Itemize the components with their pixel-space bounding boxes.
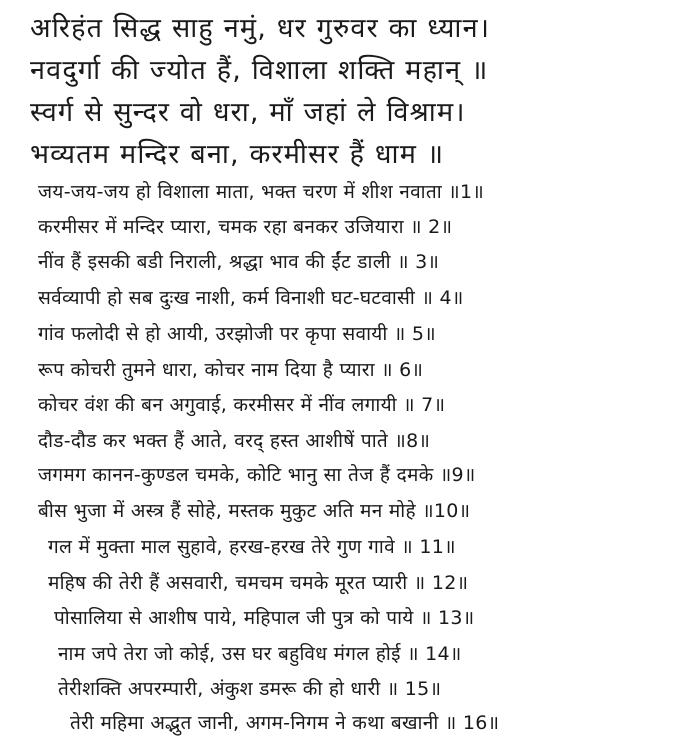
verse-14: नाम जपे तेरा जो कोई, उस घर बहुविध मंगल होई ॥ 14॥ (58, 643, 462, 665)
verse-4: सर्वव्यापी हो सब दुःख नाशी, कर्म विनाशी घट-घटवासी ॥ 4॥ (38, 287, 464, 309)
intro-line-1: अरिहंत सिद्ध साहु नमुं, धर गुरुवर का ध्यान। (30, 13, 491, 44)
intro-line-2: नवदुर्गा की ज्योत हैं, विशाला शक्ति महान् ॥ (30, 55, 489, 86)
verse-8: दौड-दौड कर भक्त हैं आते, वरद् हस्त आशीषें पाते ॥8॥ (38, 430, 431, 452)
verse-9: जगमग कानन-कुण्डल चमके, कोटि भानु सा तेज हैं दमके ॥9॥ (38, 464, 476, 486)
verse-7: कोचर वंश की बन अगुवाई, करमीसर में नींव लगायी ॥ 7॥ (38, 394, 446, 416)
intro-line-3: स्वर्ग से सुन्दर वो धरा, माँ जहां ले विश्राम। (30, 97, 466, 128)
verse-2: करमीसर में मन्दिर प्यारा, चमक रहा बनकर उजियारा ॥ 2॥ (38, 216, 453, 238)
verse-13: पोसालिया से आशीष पाये, महिपाल जी पुत्र को पाये ॥ 13॥ (54, 607, 475, 629)
verse-12: महिष की तेरी हैं असवारी, चमचम चमके मूरत प्यारी ॥ 12॥ (48, 572, 469, 594)
verse-15: तेरीशक्ति अपरम्पारी, अंकुश डमरू की हो धारी ॥ 15॥ (58, 678, 442, 700)
verse-16: तेरी महिमा अद्भुत जानी, अगम-निगम ने कथा बखानी ॥ 16॥ (70, 712, 500, 734)
verse-6: रूप कोचरी तुमने धारा, कोचर नाम दिया है प्यारा ॥ 6॥ (38, 359, 424, 381)
intro-line-4: भव्यतम मन्दिर बना, करमीसर हैं धाम ॥ (30, 139, 445, 170)
verse-10: बीस भुजा में अस्त्र हैं सोहे, मस्तक मुकुट अति मन मोहे ॥10॥ (38, 500, 471, 522)
verse-3: नींव हैं इसकी बडी निराली, श्रद्धा भाव की ईंट डाली ॥ 3॥ (38, 251, 440, 273)
verse-11: गल में मुक्ता माल सुहावे, हरख-हरख तेरे गुण गावे ॥ 11॥ (48, 536, 456, 558)
verse-5: गांव फलोदी से हो आयी, उरझोजी पर कृपा सवायी ॥ 5॥ (38, 323, 436, 345)
verse-1: जय-जय-जय हो विशाला माता, भक्त चरण में शीश नवाता ॥1॥ (38, 181, 485, 203)
